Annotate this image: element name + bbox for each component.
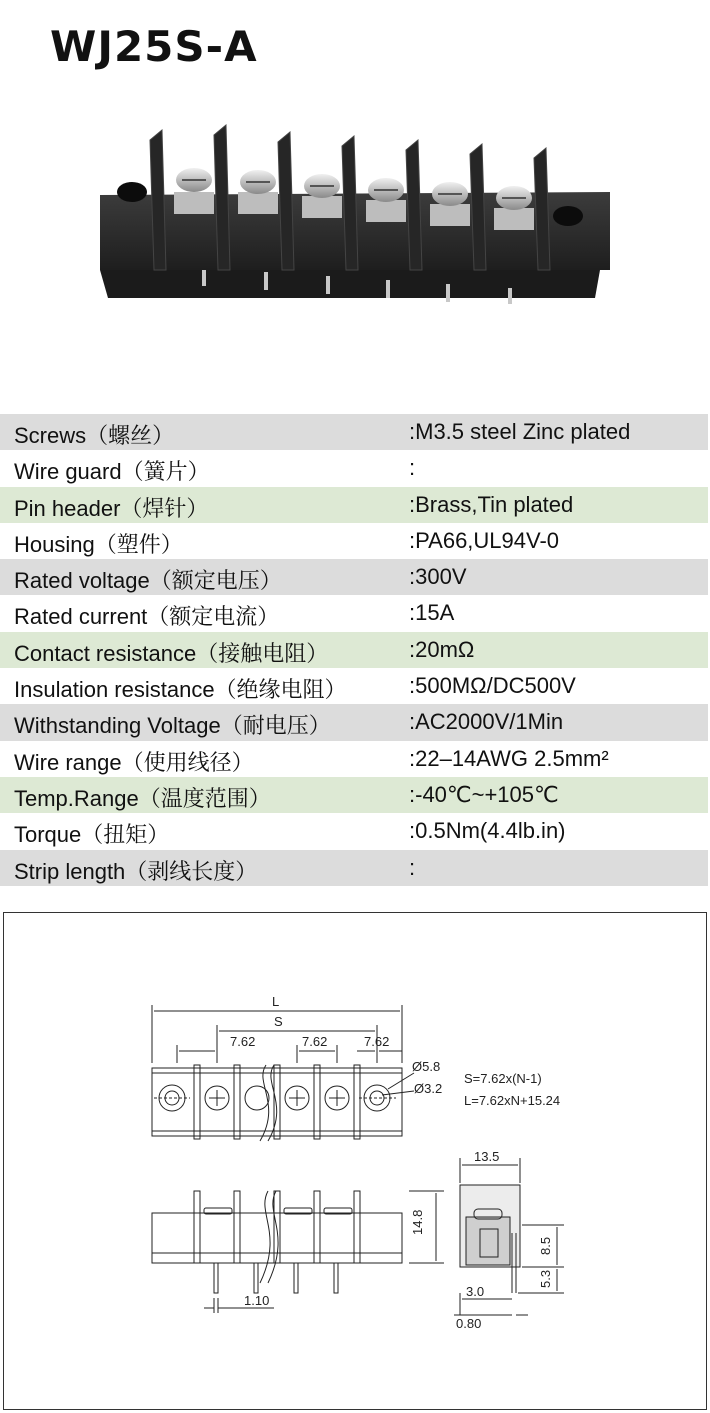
formula-L: L=7.62xN+15.24 bbox=[464, 1093, 561, 1108]
spec-row bbox=[0, 704, 708, 740]
spec-value: :22–14AWG 2.5mm² bbox=[409, 745, 609, 771]
spec-row bbox=[0, 559, 708, 595]
hole-outer-label: Ø5.8 bbox=[412, 1059, 441, 1074]
spec-label: Screws（螺丝） bbox=[14, 423, 175, 448]
spec-label: Rated current（额定电流） bbox=[14, 604, 280, 630]
product-photo bbox=[90, 120, 620, 310]
spec-value: :0.5Nm(4.4lb.in) bbox=[409, 818, 566, 844]
spec-label: Housing（塑件） bbox=[14, 531, 183, 557]
width-label: 13.5 bbox=[474, 1149, 500, 1164]
spec-row bbox=[0, 487, 708, 523]
page-title: WJ25S-A bbox=[50, 22, 258, 71]
dim-L-label: L bbox=[272, 994, 280, 1009]
spec-value: :300V bbox=[409, 564, 467, 590]
pin-offset-label: 3.0 bbox=[466, 1284, 485, 1299]
pitch-label-3: 7.62 bbox=[364, 1034, 390, 1049]
technical-drawing bbox=[4, 913, 706, 1409]
spec-row bbox=[0, 523, 708, 559]
spec-row bbox=[0, 668, 708, 704]
pin-gap-label: 1.10 bbox=[244, 1293, 270, 1308]
spec-value: :20mΩ bbox=[409, 636, 475, 662]
spec-label: Insulation resistance（绝缘电阻） bbox=[14, 677, 347, 703]
pitch-label-1: 7.62 bbox=[230, 1034, 256, 1049]
dim-S-label: S bbox=[274, 1014, 283, 1029]
pin-width-label: 0.80 bbox=[456, 1316, 482, 1331]
spec-row bbox=[0, 632, 708, 668]
spec-table bbox=[0, 414, 708, 886]
spec-value: :15A bbox=[409, 600, 455, 626]
spec-value: :500MΩ/DC500V bbox=[409, 673, 576, 699]
spec-label: Temp.Range（温度范围） bbox=[14, 785, 271, 811]
spec-value: :-40℃~+105℃ bbox=[409, 781, 559, 807]
hole-inner-label: Ø3.2 bbox=[414, 1081, 443, 1096]
spec-value: :M3.5 steel Zinc plated bbox=[409, 419, 631, 444]
spec-value: : bbox=[409, 455, 416, 481]
spec-value: :AC2000V/1Min bbox=[409, 709, 564, 735]
spec-label: Wire range（使用线径） bbox=[14, 749, 254, 775]
spec-value: :Brass,Tin plated bbox=[409, 491, 574, 517]
lower-height-label: 5.3 bbox=[538, 1269, 553, 1288]
spec-row bbox=[0, 414, 708, 450]
spec-label: Strip length（剥线长度） bbox=[14, 858, 258, 884]
pitch-label-2: 7.62 bbox=[302, 1034, 328, 1049]
spec-row bbox=[0, 595, 708, 631]
spec-label: Contact resistance（接触电阻） bbox=[14, 640, 329, 666]
formula-S: S=7.62x(N-1) bbox=[464, 1071, 542, 1086]
technical-drawing-frame bbox=[3, 912, 707, 1410]
spec-label: Wire guard（簧片） bbox=[14, 459, 210, 485]
spec-row bbox=[0, 450, 708, 486]
spec-label: Torque（扭矩） bbox=[14, 822, 170, 848]
spec-row bbox=[0, 741, 708, 777]
spec-value: :PA66,UL94V-0 bbox=[409, 527, 560, 553]
height-label: 14.8 bbox=[410, 1209, 425, 1235]
spec-label: Pin header（焊针） bbox=[14, 495, 209, 521]
spec-value: : bbox=[409, 854, 416, 880]
spec-row bbox=[0, 813, 708, 849]
spec-row bbox=[0, 777, 708, 813]
spec-label: Withstanding Voltage（耐电压） bbox=[14, 713, 331, 739]
spec-row bbox=[0, 850, 708, 886]
upper-height-label: 8.5 bbox=[538, 1236, 553, 1255]
spec-label: Rated voltage（额定电压） bbox=[14, 568, 282, 594]
